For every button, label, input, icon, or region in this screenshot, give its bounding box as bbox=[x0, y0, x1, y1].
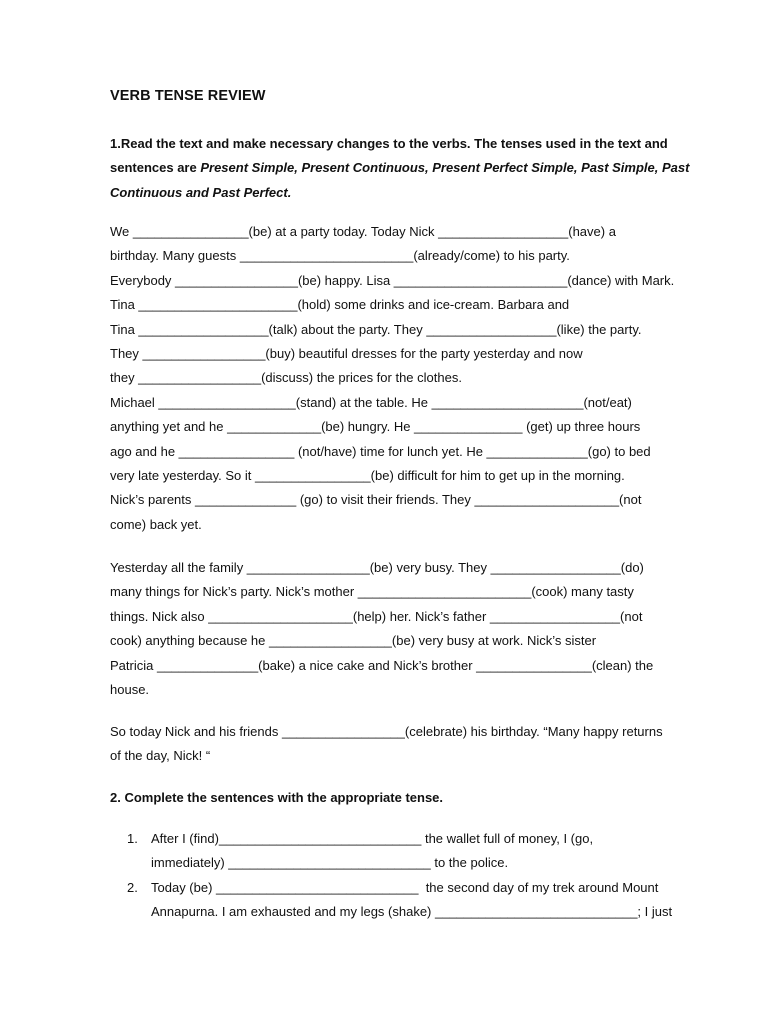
para2-line: cook) anything because he _________________(be) very busy at work. Nick’s sister bbox=[110, 633, 597, 649]
para1-line: Nick’s parents ______________ (go) to visit their friends. They ____________________(not bbox=[110, 492, 642, 508]
para1-line: Michael ___________________(stand) at the table. He _____________________(not/eat) bbox=[110, 394, 632, 410]
task1-line-2-lead: sentences are bbox=[110, 160, 201, 176]
para1-line: We ________________(be) at a party today. Today Nick __________________(have) a bbox=[110, 224, 616, 239]
para1-line: Tina __________________(talk) about the party. They __________________(like) the party. bbox=[110, 321, 642, 337]
para1-line: They _________________(buy) beautiful dresses for the party yesterday and now bbox=[110, 345, 583, 361]
list-item-number: 2. bbox=[127, 879, 138, 895]
list-item-line: Today (be) ____________________________ the second day of my trek around Mount bbox=[151, 879, 659, 895]
para1-line: birthday. Many guests ________________________(already/come) to his party. bbox=[110, 248, 570, 264]
paragraph-1 bbox=[110, 220, 674, 537]
para1-line: Tina ______________________(hold) some drinks and ice-cream. Barbara and bbox=[110, 297, 570, 313]
task2-heading: 2. Complete the sentences with the appropriate tense. bbox=[110, 790, 444, 805]
task1-instructions bbox=[110, 132, 689, 205]
para2-line: many things for Nick’s party. Nick’s mother ________________________(cook) many tasty bbox=[110, 584, 634, 600]
list-item-line: After I (find)____________________________ the wallet full of money, I (go, bbox=[151, 831, 594, 846]
para1-line: ago and he ________________ (not/have) time for lunch yet. He ______________(go) to bed bbox=[110, 443, 651, 459]
para2-line: things. Nick also ____________________(help) her. Nick’s father __________________(not bbox=[110, 608, 643, 624]
list-item-line: Annapurna. I am exhausted and my legs (shake) ____________________________; I just bbox=[151, 904, 673, 920]
task1-tense-list: Present Simple, Present Continuous, Present Perfect Simple, Past Simple, Past bbox=[200, 160, 690, 176]
task1-line-1: 1.Read the text and make necessary changes to the verbs. The tenses used in the text and bbox=[110, 136, 668, 151]
para2-line: house. bbox=[110, 681, 150, 697]
para3-line: of the day, Nick! “ bbox=[110, 748, 211, 764]
paragraph-3 bbox=[110, 720, 663, 769]
list-item-line: immediately) ____________________________ to the police. bbox=[151, 855, 509, 871]
task1-line-2 bbox=[110, 156, 689, 180]
para2-line: Yesterday all the family _________________(be) very busy. They __________________(do) bbox=[110, 560, 644, 575]
task2-instructions bbox=[110, 786, 443, 810]
page-title: VERB TENSE REVIEW bbox=[110, 88, 266, 104]
list-item-number: 1. bbox=[127, 831, 138, 846]
paragraph-2 bbox=[110, 556, 653, 702]
para2-line: Patricia ______________(bake) a nice cake and Nick’s brother ________________(clean) the bbox=[110, 657, 654, 673]
para1-line: they _________________(discuss) the prices for the clothes. bbox=[110, 370, 462, 386]
task1-line-3: Continuous and Past Perfect. bbox=[110, 184, 292, 200]
para1-line: anything yet and he _____________(be) hungry. He _______________ (get) up three hours bbox=[110, 419, 641, 435]
para3-line: So today Nick and his friends _________________(celebrate) his birthday. “Many happy returns bbox=[110, 724, 663, 739]
para1-line: Everybody _________________(be) happy. Lisa ________________________(dance) with Mark. bbox=[110, 272, 675, 288]
para1-line: very late yesterday. So it ________________(be) difficult for him to get up in the morning. bbox=[110, 467, 625, 483]
para1-line: come) back yet. bbox=[110, 516, 202, 532]
